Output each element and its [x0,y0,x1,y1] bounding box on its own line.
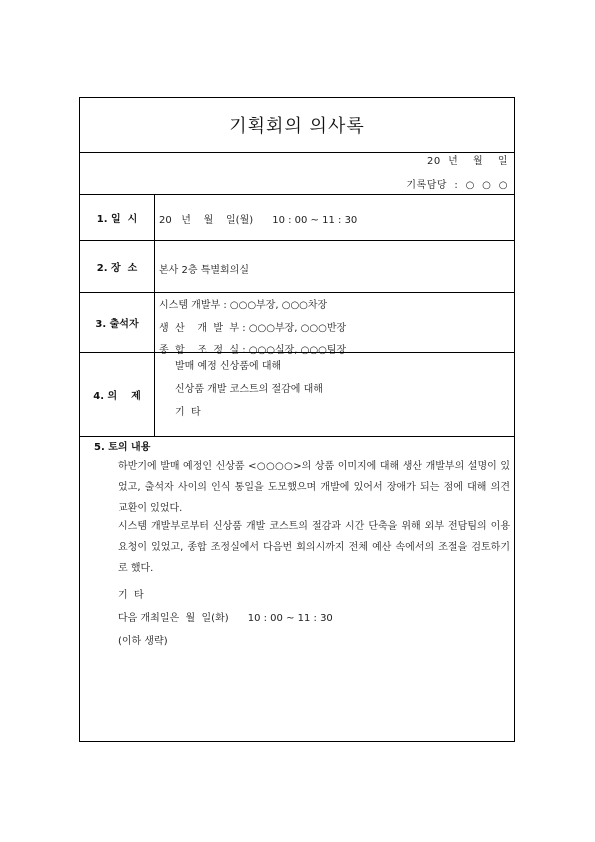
datetime-label: 1. 일 시 [96,213,138,225]
place-label: 2. 장 소 [96,262,138,274]
minutes-document [79,97,515,742]
attendee-line: 종 합 조 정 실 : ○○○실장, ○○○팀장 [159,345,347,356]
meeting-date: 20 년 월 일 [427,156,508,167]
agenda-item: 기 타 [175,407,201,418]
etc-label: 기 타 [118,590,144,601]
attendee-line: 시스템 개발부 : ○○○부장, ○○○차장 [159,300,328,311]
omitted-note: (이하 생략) [118,636,168,647]
recorder: 기록담당 : ○ ○ ○ [406,180,508,191]
discussion-paragraph: 하반기에 발매 예정인 신상품 <○○○○>의 상품 이미지에 대해 생산 개발부의 설명이 있었고, 출석자 사이의 인식 통일을 도모했으며 개발에 있어서 장애가 되는 점에 대해 의견 교환이 있었다. [118,461,510,514]
attendee-line: 생 산 개 발 부 : ○○○부장, ○○○반장 [159,323,347,334]
document-title: 기획회의 의사록 [229,116,365,137]
next-meeting: 다음 개최일은 월 일(화) 10 : 00 ~ 11 : 30 [118,613,333,624]
datetime-value: 20 년 월 일(월) 10 : 00 ~ 11 : 30 [159,215,358,226]
agenda-item: 신상품 개발 코스트의 절감에 대해 [175,384,323,395]
agenda-label: 4. 의 제 [93,390,141,402]
attendees-label: 3. 출석자 [95,318,139,330]
column-divider [154,194,155,436]
discussion-title: 5. 토의 내용 [94,442,151,453]
discussion-paragraph: 시스템 개발부로부터 신상품 개발 코스트의 절감과 시간 단축을 위해 외부 전담팀의 이용 요청이 있었고, 종합 조정실에서 다음번 회의시까지 전체 예산 속에서의 조절을 검토하기로 했다. [118,521,510,574]
place-value: 본사 2층 특별회의실 [159,265,249,276]
agenda-item: 발매 예정 신상품에 대해 [175,361,282,372]
row-divider [80,436,514,437]
